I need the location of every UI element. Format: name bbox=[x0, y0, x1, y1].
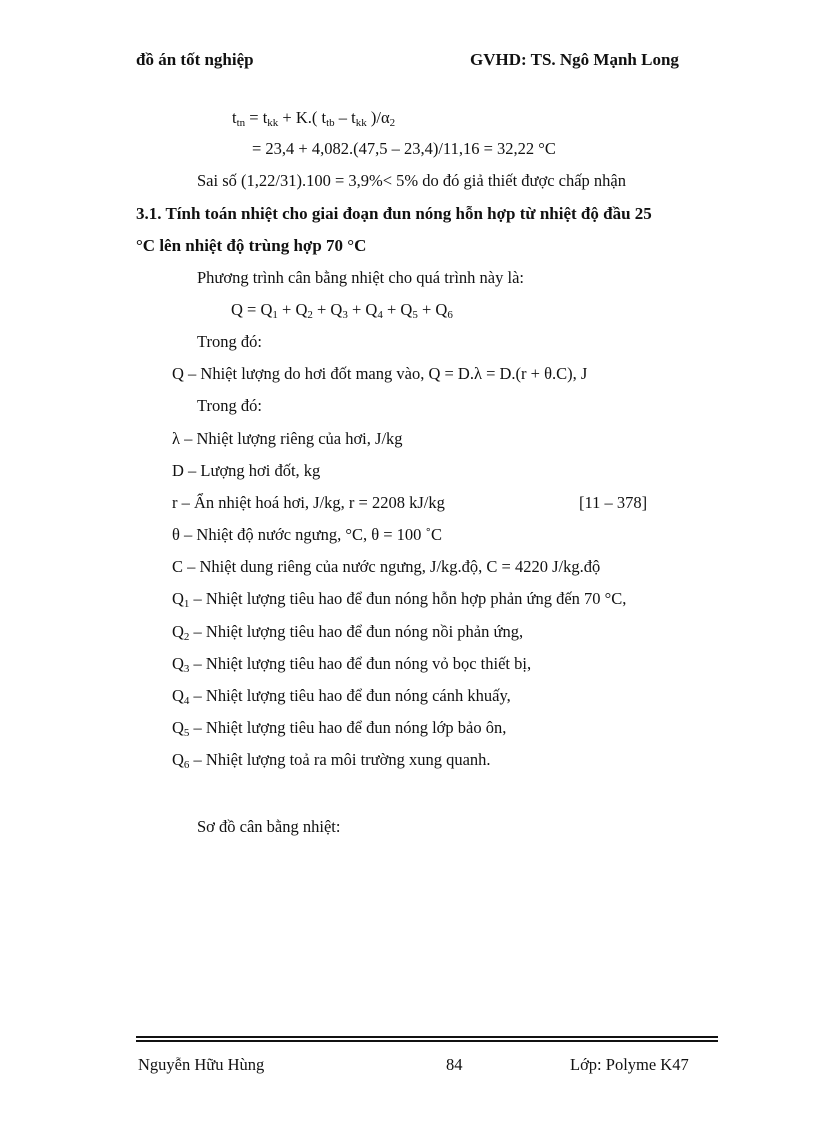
q-item: $Q_6$ – Nhiệt lượng toả ra môi trường xung quanh. bbox=[172, 750, 491, 771]
so-do-label: Sơ đồ cân bằng nhiệt: bbox=[197, 817, 341, 836]
header-left: đồ án tốt nghiệp bbox=[136, 50, 254, 69]
r-reference: [11 – 378] bbox=[579, 493, 648, 512]
trong-do-1: Trong đó: bbox=[197, 332, 262, 351]
theta-definition: θ – Nhiệt độ nước ngưng, °C, θ = 100 ˚C bbox=[172, 525, 443, 544]
balance-equation: $Q = Q_1 + Q_2 + Q_3 + Q_4 + Q_5 + Q_6$ bbox=[231, 300, 453, 321]
c-definition: C – Nhiệt dung riêng của nước ngưng, J/kg.độ, C = 4220 J/kg.độ bbox=[172, 557, 601, 576]
q-item: $Q_5$ – Nhiệt lượng tiêu hao để đun nóng lớp bảo ôn, bbox=[172, 718, 507, 739]
section-title-line-1: 3.1. Tính toán nhiệt cho giai đoạn đun nóng hỗn hợp từ nhiệt độ đầu 25 bbox=[136, 204, 652, 223]
footer-author: Nguyễn Hữu Hùng bbox=[138, 1055, 265, 1074]
trong-do-2: Trong đó: bbox=[197, 396, 262, 415]
d-definition: D – Lượng hơi đốt, kg bbox=[172, 461, 321, 480]
r-definition: r – Ẩn nhiệt hoá hơi, J/kg, r = 2208 kJ/kg bbox=[172, 493, 445, 512]
formula-line-2: = 23,4 + 4,082.(47,5 – 23,4)/11,16 = 32,22 °C bbox=[252, 139, 556, 158]
formula-line-1: $t_{tn} = t_{kk} + K$.( $t_{tb} - t_{kk}$ )$/\alpha_2$ bbox=[232, 108, 396, 129]
error-line: Sai số (1,22/31).100 = 3,9%< 5% do đó giả thiết được chấp nhận bbox=[197, 171, 626, 190]
section-title-line-2: °C lên nhiệt độ trùng hợp 70 °C bbox=[136, 236, 367, 255]
q-item: $Q_4$ – Nhiệt lượng tiêu hao để đun nóng cánh khuấy, bbox=[172, 686, 511, 707]
q-definition: Q – Nhiệt lượng do hơi đốt mang vào, Q = D.λ = D.(r + θ.C), J bbox=[172, 364, 588, 383]
q-item: $Q_3$ – Nhiệt lượng tiêu hao để đun nóng vỏ bọc thiết bị, bbox=[172, 654, 532, 675]
q-item: $Q_2$ – Nhiệt lượng tiêu hao để đun nóng nồi phản ứng, bbox=[172, 622, 524, 643]
q-item: $Q_1$ – Nhiệt lượng tiêu hao để đun nóng hỗn hợp phản ứng đến 70 °C, bbox=[172, 589, 627, 610]
footer-rule-bottom bbox=[136, 1040, 718, 1042]
lambda-definition: λ – Nhiệt lượng riêng của hơi, J/kg bbox=[172, 429, 403, 448]
footer-rule-top bbox=[136, 1036, 718, 1038]
page-number: 84 bbox=[446, 1055, 463, 1074]
footer-class: Lớp: Polyme K47 bbox=[570, 1055, 689, 1074]
intro-text: Phương trình cân bằng nhiệt cho quá trình này là: bbox=[197, 268, 524, 287]
header-right: GVHD: TS. Ngô Mạnh Long bbox=[470, 50, 679, 69]
